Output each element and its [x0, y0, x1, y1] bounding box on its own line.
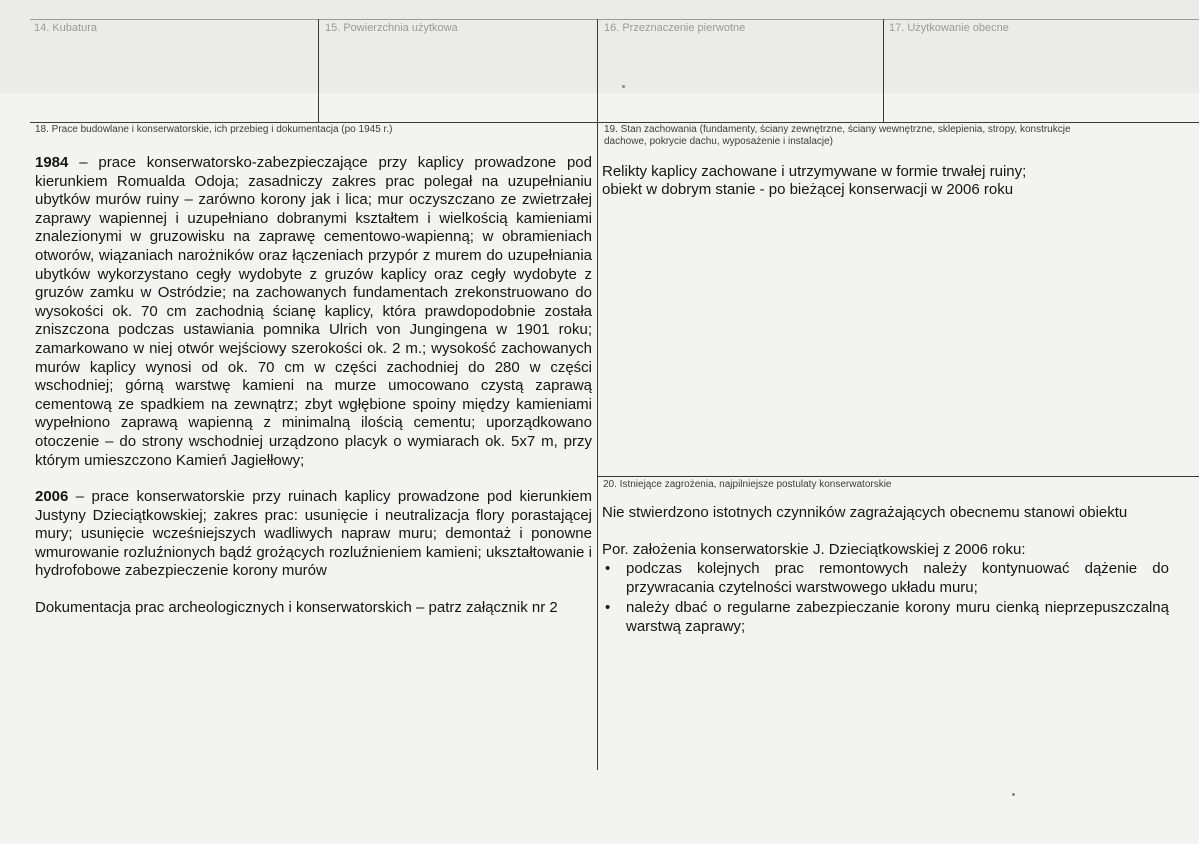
section-18-body	[35, 154, 592, 618]
field-14-label: 14. Kubatura	[34, 22, 97, 34]
header-divider-3	[883, 19, 884, 123]
entry-1984-text: – prace konserwatorsko-zabezpieczające przy kaplicy prowadzone pod kierunkiem Romualda Odoja; zasadniczy zakres prac polegał na uzupełnianiu ubytków murów ruiny – zarówno korony jak i lica; mur oczyszczano ze zwietrzałej zaprawy wapiennej i uzupełniano dobranymi kształtem i wielkością kamieniami znalezionymi w gruzowisku na zaprawę cementowo-wapienną; w obramieniach otworów, wiązaniach narożników oraz łączeniach przypór z murem do uzupełniania ubytków wykorzystano cegły wydobyte z gruzów kaplicy oraz cegły wydobyte z gruzów zamku w Ostródzie; na zachowanych fundamentach zrekonstruowano do wysokości ok. 70 cm zachodnią ścianę kaplicy, która prawdopodobnie została zniszczona podczas ustawiania pomnika Ulrich von Jungingena w 1901 roku; zamarkowano w niej otwór wejściowy szerokości ok. 2 m.; wysokość zachowanych murów kaplicy wynosi od ok. 70 cm w części zachodniej do 280 w części wschodniej; górną warstwę kamieni na murze umocowano czystą zaprawą cementową ze spadkiem na zewnątrz; zbyt wgłębione spoiny między kamieniami wypełniono zaprawą wapienną z minimalną ilością cementu; uporządkowano otoczenie – do strony wschodniej urządzono placyk o wymiarach ok. 5x7 m, przy którym umieszczono Kamień Jagiełłowy;	[35, 154, 592, 469]
top-scan-band	[0, 0, 1199, 93]
entry-2006	[35, 488, 592, 581]
header-divider-1	[318, 19, 319, 123]
scan-speck-1	[622, 85, 625, 88]
guideline-item-1: • podczas kolejnych prac remontowych należy kontynuować dążenie do przywracania czytelności warstwowego układu muru;	[602, 560, 1169, 597]
condition-line-2: obiekt w dobrym stanie - po bieżącej konserwacji w 2006 roku	[602, 181, 1014, 198]
entry-1984-year: 1984	[35, 154, 69, 171]
top-border-line	[30, 19, 1199, 20]
guideline-item-2: • należy dbać o regularne zabezpieczanie korony muru cienką nieprzepuszczalną warstwą zaprawy;	[602, 599, 1169, 636]
entry-2006-year: 2006	[35, 488, 69, 506]
condition-line-1: Relikty kaplicy zachowane i utrzymywane w formie trwałej ruiny;	[602, 163, 1027, 180]
header-divider-2	[597, 19, 598, 123]
entry-1984	[35, 154, 592, 470]
scan-speck-2	[1012, 793, 1015, 796]
field-17-label: 17. Użytkowanie obecne	[889, 22, 1009, 34]
section-19-label: 19. Stan zachowania (fundamenty, ściany zewnętrzne, ściany wewnętrzne, sklepienia, stropy, konstrukcje dachowe, pokrycie dachu, wyposażenie i instalacje)	[604, 124, 1071, 147]
section-20-label: 20. Istniejące zagrożenia, najpilniejsze postulaty konserwatorskie	[603, 479, 892, 490]
main-top-border	[30, 122, 1199, 123]
section-20-border	[597, 476, 1199, 477]
section-18-label: 18. Prace budowlane i konserwatorskie, ich przebieg i dokumentacja (po 1945 r.)	[35, 124, 393, 135]
documentation-note: Dokumentacja prac archeologicznych i konserwatorskich – patrz załącznik nr 2	[35, 599, 558, 617]
field-15-label: 15. Powierzchnia użytkowa	[325, 22, 458, 34]
guidelines-intro: Por. założenia konserwatorskie J. Dzieciątkowskiej z 2006 roku:	[602, 541, 1026, 558]
main-column-divider	[597, 122, 598, 770]
threats-statement: Nie stwierdzono istotnych czynników zagrażających obecnemu stanowi obiektu	[602, 504, 1128, 521]
entry-2006-text: – prace konserwatorskie przy ruinach kaplicy prowadzone pod kierunkiem Justyny Dzieciątkowskiej; zakres prac: usunięcie i neutralizacja flory porastającej mury; usunięcie wcześniejszych wadliwych napraw muru; demontaż i ponowne wmurowanie rozluźnionych bądź grożących rozluźnieniem kamieni; ukształtowanie i hydrofobowe zabezpieczenie korony murów	[35, 488, 592, 580]
guidelines-list	[602, 560, 1169, 638]
field-16-label: 16. Przeznaczenie pierwotne	[604, 22, 746, 34]
